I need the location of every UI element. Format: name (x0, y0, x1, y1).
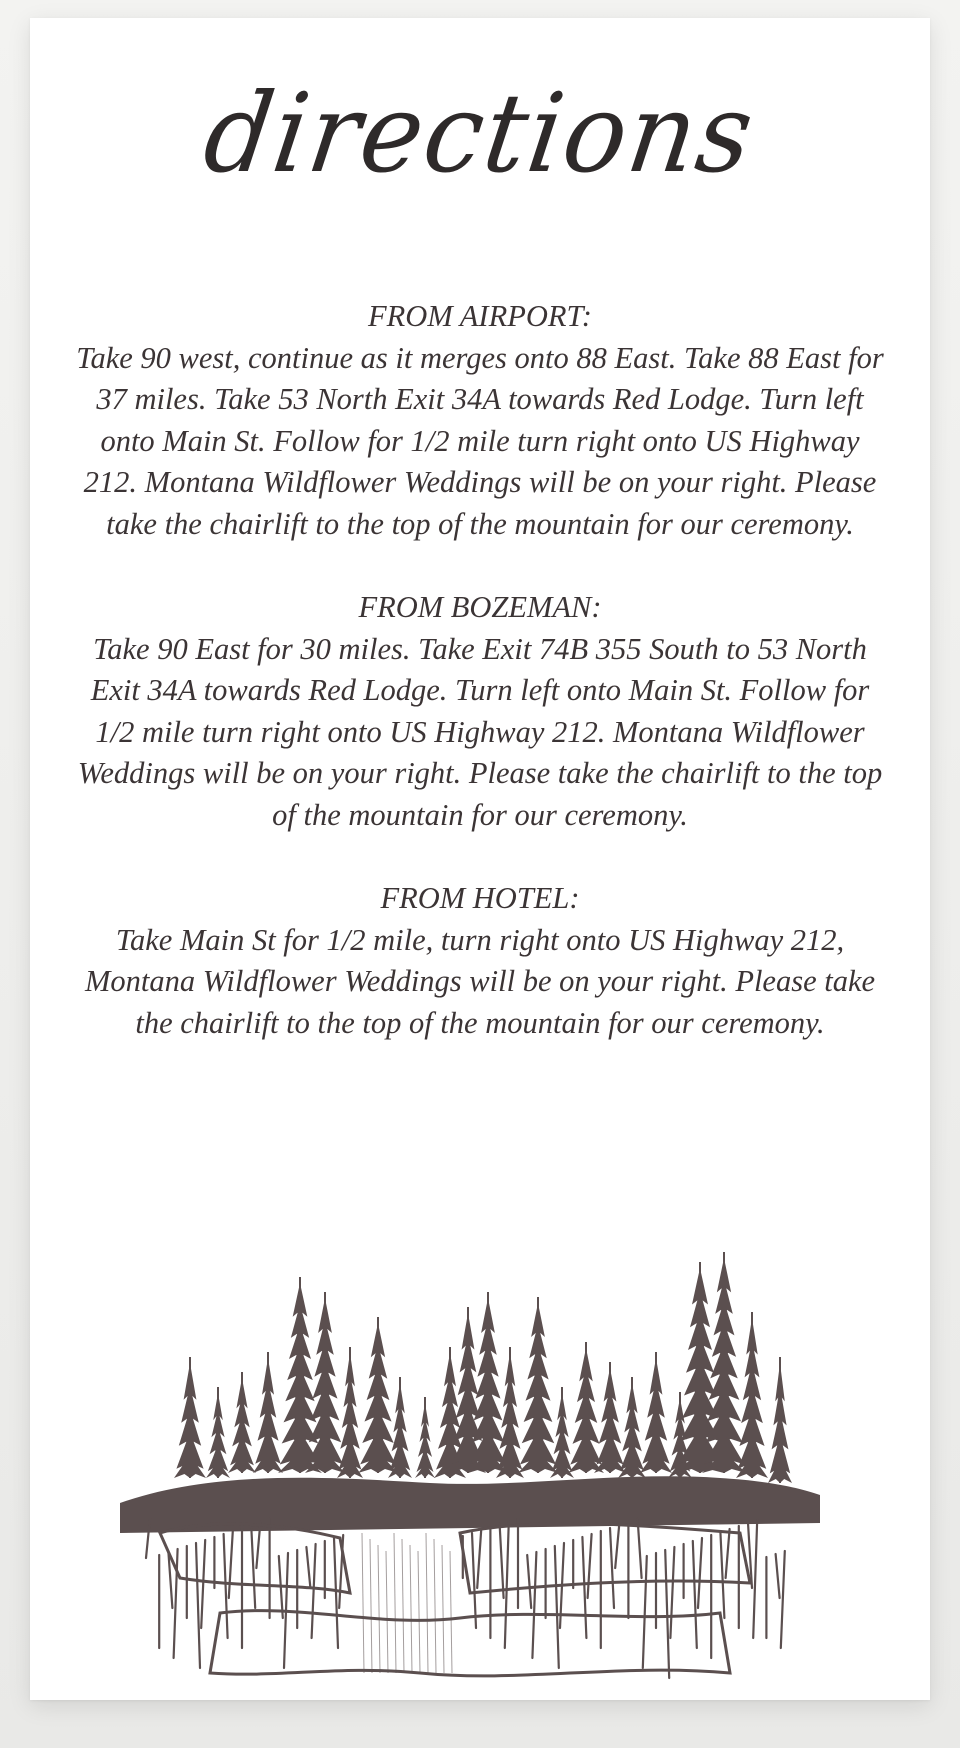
section-body: Take 90 East for 30 miles. Take Exit 74B 355 South to 53 North Exit 34A towards Red Lodge. Turn left onto Main St. Follow for 1/2 mile turn right onto US Highway 212. Montana Wildflower Weddings will be on your right. Please take the chairlift to the top of the mountain for our ceremony. (77, 631, 883, 832)
section-heading: FROM BOZEMAN: (358, 590, 602, 624)
card-title: directions (197, 68, 763, 198)
section-hotel (70, 878, 890, 1044)
pine-forest-waterfall-illustration (100, 1233, 860, 1700)
section-body: Take Main St for 1/2 mile, turn right onto US Highway 212, Montana Wildflower Weddings will be on your right. Please take the chairlift to the top of the mountain for our ceremony. (84, 922, 876, 1040)
section-airport (70, 296, 890, 545)
section-bozeman (70, 587, 890, 836)
title-area (30, 38, 930, 228)
section-body: Take 90 west, continue as it merges onto 88 East. Take 88 East for 37 miles. Take 53 North Exit 34A towards Red Lodge. Turn left onto Main St. Follow for 1/2 mile turn right onto US Highway 212. Montana Wildflower Weddings will be on your right. Please take the chairlift to the top of the mountain for our ceremony. (76, 340, 884, 541)
section-heading: FROM AIRPORT: (368, 299, 592, 333)
directions-card (30, 18, 930, 1700)
section-heading: FROM HOTEL: (380, 881, 580, 915)
directions-content (70, 296, 890, 1086)
